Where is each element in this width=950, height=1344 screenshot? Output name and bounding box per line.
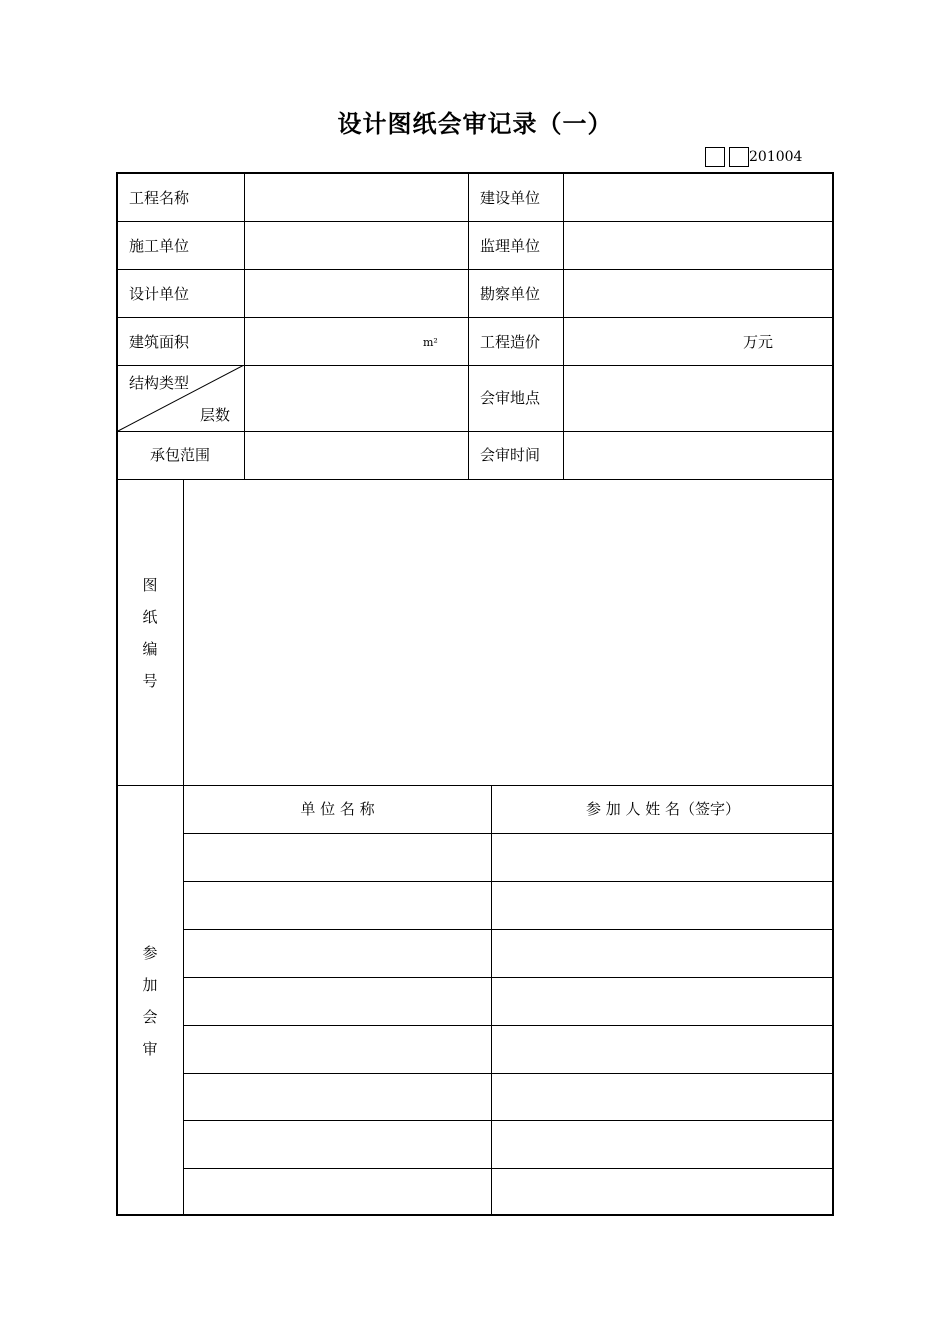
document-title: 设计图纸会审记录（一） bbox=[337, 110, 613, 138]
project-name-label: 工程名称 bbox=[129, 189, 190, 207]
structure-type-label: 结构类型 bbox=[129, 374, 190, 392]
review-location-field[interactable] bbox=[564, 366, 834, 431]
drawing-number-char: 纸 bbox=[142, 608, 158, 626]
drawing-number-field[interactable] bbox=[184, 480, 834, 785]
participant-signature-field[interactable] bbox=[492, 882, 834, 929]
participants-label bbox=[140, 937, 160, 1065]
participant-unit-field[interactable] bbox=[184, 834, 491, 881]
surveyor-label: 勘察单位 bbox=[480, 285, 541, 303]
participant-unit-field[interactable] bbox=[184, 1169, 491, 1215]
supervisor-label: 监理单位 bbox=[480, 237, 541, 255]
participant-signature-field[interactable] bbox=[492, 978, 834, 1025]
builder-label: 建设单位 bbox=[480, 189, 541, 207]
cost-unit: 万元 bbox=[743, 333, 774, 351]
participants-char: 参 bbox=[142, 944, 158, 962]
supervisor-field[interactable] bbox=[564, 222, 834, 269]
builder-field[interactable] bbox=[564, 174, 834, 221]
participant-unit-field[interactable] bbox=[184, 1074, 491, 1120]
contract-scope-label: 承包范围 bbox=[150, 446, 211, 464]
designer-label: 设计单位 bbox=[129, 285, 190, 303]
participant-signature-field[interactable] bbox=[492, 1121, 834, 1168]
participant-signature-field[interactable] bbox=[492, 1074, 834, 1120]
participant-signature-field[interactable] bbox=[492, 930, 834, 977]
participant-signature-field[interactable] bbox=[492, 1026, 834, 1073]
floors-label: 层数 bbox=[200, 406, 231, 424]
structure-field[interactable] bbox=[245, 366, 468, 431]
participant-signature-field[interactable] bbox=[492, 834, 834, 881]
unit-name-header: 单 位 名 称 bbox=[300, 800, 375, 818]
review-time-field[interactable] bbox=[564, 432, 834, 479]
participants-char: 审 bbox=[142, 1040, 158, 1058]
participant-unit-field[interactable] bbox=[184, 930, 491, 977]
participants-char: 会 bbox=[142, 1008, 158, 1026]
form-code-box-1[interactable] bbox=[705, 147, 725, 167]
surveyor-field[interactable] bbox=[564, 270, 834, 317]
drawing-number-label bbox=[140, 569, 160, 697]
drawing-number-char: 编 bbox=[142, 640, 158, 658]
form-code-box-2[interactable] bbox=[729, 147, 749, 167]
review-location-label: 会审地点 bbox=[480, 389, 541, 407]
participant-signature-field[interactable] bbox=[492, 1169, 834, 1215]
review-record-table bbox=[116, 172, 834, 1216]
participant-unit-field[interactable] bbox=[184, 1026, 491, 1073]
drawing-number-char: 图 bbox=[142, 576, 158, 594]
drawing-number-char: 号 bbox=[142, 672, 158, 690]
participant-name-header: 参 加 人 姓 名（签字） bbox=[585, 800, 741, 818]
cost-label: 工程造价 bbox=[480, 333, 541, 351]
cost-field[interactable] bbox=[564, 318, 834, 365]
participant-unit-field[interactable] bbox=[184, 978, 491, 1025]
participant-unit-field[interactable] bbox=[184, 882, 491, 929]
contract-scope-field[interactable] bbox=[245, 432, 468, 479]
participants-char: 加 bbox=[142, 976, 158, 994]
form-code bbox=[705, 146, 802, 168]
constructor-label: 施工单位 bbox=[129, 237, 190, 255]
review-time-label: 会审时间 bbox=[480, 446, 541, 464]
constructor-field[interactable] bbox=[245, 222, 468, 269]
project-name-field[interactable] bbox=[245, 174, 468, 221]
participant-unit-field[interactable] bbox=[184, 1121, 491, 1168]
form-code-number: 201004 bbox=[749, 149, 803, 165]
designer-field[interactable] bbox=[245, 270, 468, 317]
area-unit: m² bbox=[423, 336, 438, 349]
area-label: 建筑面积 bbox=[129, 333, 190, 351]
